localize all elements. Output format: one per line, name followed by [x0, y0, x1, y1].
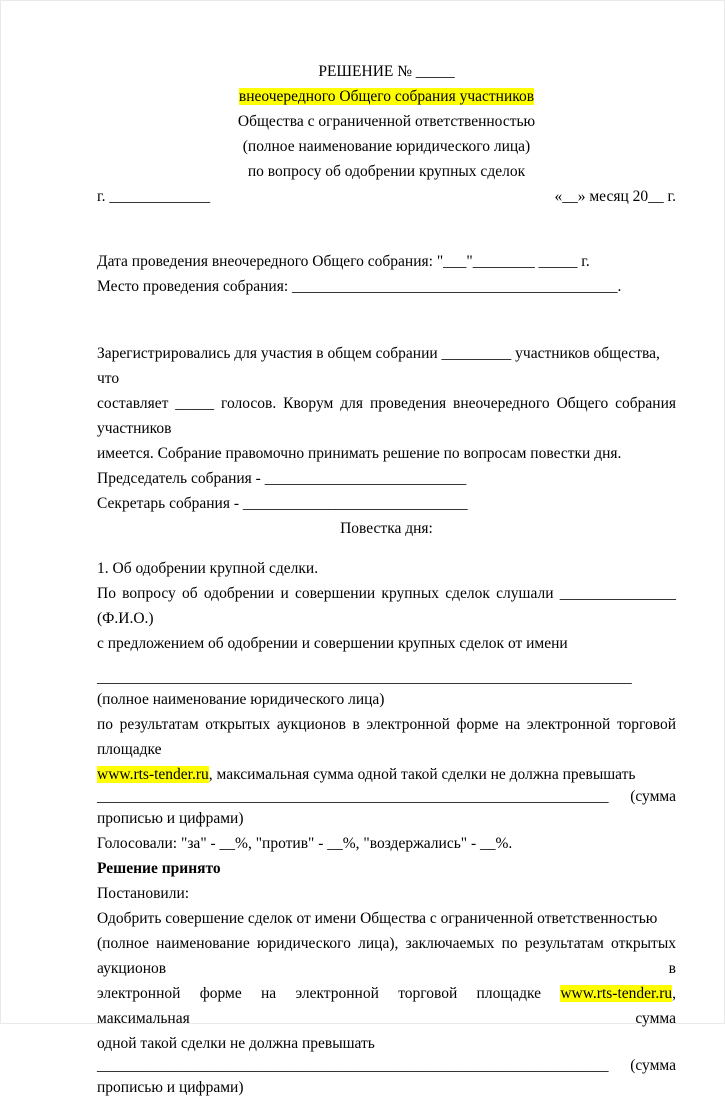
entity-name-blank: _____________________________________________________________________: [97, 669, 632, 686]
proposal-line: с предложением об одобрении и совершении крупных сделок от имени: [97, 635, 568, 652]
doc-title: РЕШЕНИЕ № _____: [318, 63, 455, 80]
auction-line: по результатам открытых аукционов в электронной форме на электронной торговой площадке: [97, 716, 676, 758]
resolution-entity-line: (полное наименование юридического лица), заключаемых по результатам открытых аукционов в: [97, 935, 676, 977]
spacer: [97, 541, 676, 556]
entity-name-caption: (полное наименование юридического лица): [97, 691, 385, 708]
rts-tender-url-2: www.rts-tender.ru: [560, 985, 673, 1002]
city-blank: г. _____________: [97, 188, 211, 205]
sum-blank-2: __________________________________________________________________: [97, 1057, 609, 1074]
sum-blank-row: [97, 787, 676, 806]
decision-status: Решение принято: [97, 860, 221, 877]
sum-blank: __________________________________________________________________: [97, 788, 609, 805]
platform-after: , максимальная сумма: [97, 985, 676, 1027]
sum-caption-right-2: (сумма: [630, 1057, 676, 1074]
spacer: [97, 299, 676, 341]
platform-before: электронной форме на электронной торговой площадке: [97, 985, 561, 1002]
company-line: Общества с ограниченной ответственностью: [237, 113, 536, 130]
city-date-row: [97, 184, 676, 209]
spacer: [97, 656, 676, 668]
sum-caption-bottom: прописью и цифрами): [97, 810, 244, 827]
subject-line: по вопросу об одобрении крупных сделок: [247, 163, 526, 180]
doc-subtitle-line: [97, 84, 676, 109]
meeting-date-line: Дата проведения внеочередного Общего собрания: "___"________ _____ г.: [97, 253, 590, 270]
chairman-line: Председатель собрания - __________________________: [97, 470, 467, 487]
rts-tender-url: www.rts-tender.ru: [97, 766, 209, 783]
voting-results-line: Голосовали: "за" - __%, "против" - __%, "воздержались" - __%.: [97, 835, 513, 852]
heard-line: По вопросу об одобрении и совершении крупных сделок слушали _______________ (Ф.И.О.): [97, 585, 676, 627]
sum-caption-right: (сумма: [630, 788, 676, 805]
site-line-rest: , максимальная сумма одной такой сделки не должна превышать: [208, 766, 636, 783]
date-blank: «__» месяц 20__ г.: [554, 188, 676, 205]
meeting-place-line: Место проведения собрания: __________________________________________.: [97, 278, 622, 295]
spacer: [97, 209, 676, 249]
approve-line: Одобрить совершение сделок от имени Общества с ограниченной ответственностью: [97, 910, 658, 927]
limit-line: одной такой сделки не должна превышать: [97, 1035, 375, 1052]
site-line: [97, 762, 676, 787]
agenda-item-1: 1. Об одобрении крупной сделки.: [97, 560, 319, 577]
secretary-line: Секретарь собрания - _____________________________: [97, 495, 468, 512]
agenda-heading: Повестка дня:: [340, 520, 433, 537]
registered-line: Зарегистрировались для участия в общем собрании _________ участников общества, что: [97, 345, 660, 387]
resolved-heading: Постановили:: [97, 885, 190, 902]
company-caption: (полное наименование юридического лица): [242, 138, 531, 155]
quorum-line: имеется. Собрание правомочно принимать решение по вопросам повестки дня.: [97, 445, 622, 462]
sum-blank-row-2: [97, 1056, 676, 1075]
highlighted-subtitle: внеочередного Общего собрания участников: [238, 88, 535, 105]
votes-count-line: составляет _____ голосов. Кворум для проведения внеочередного Общего собрания участников: [97, 395, 676, 437]
sum-caption-bottom-2: прописью и цифрами): [97, 1079, 244, 1096]
